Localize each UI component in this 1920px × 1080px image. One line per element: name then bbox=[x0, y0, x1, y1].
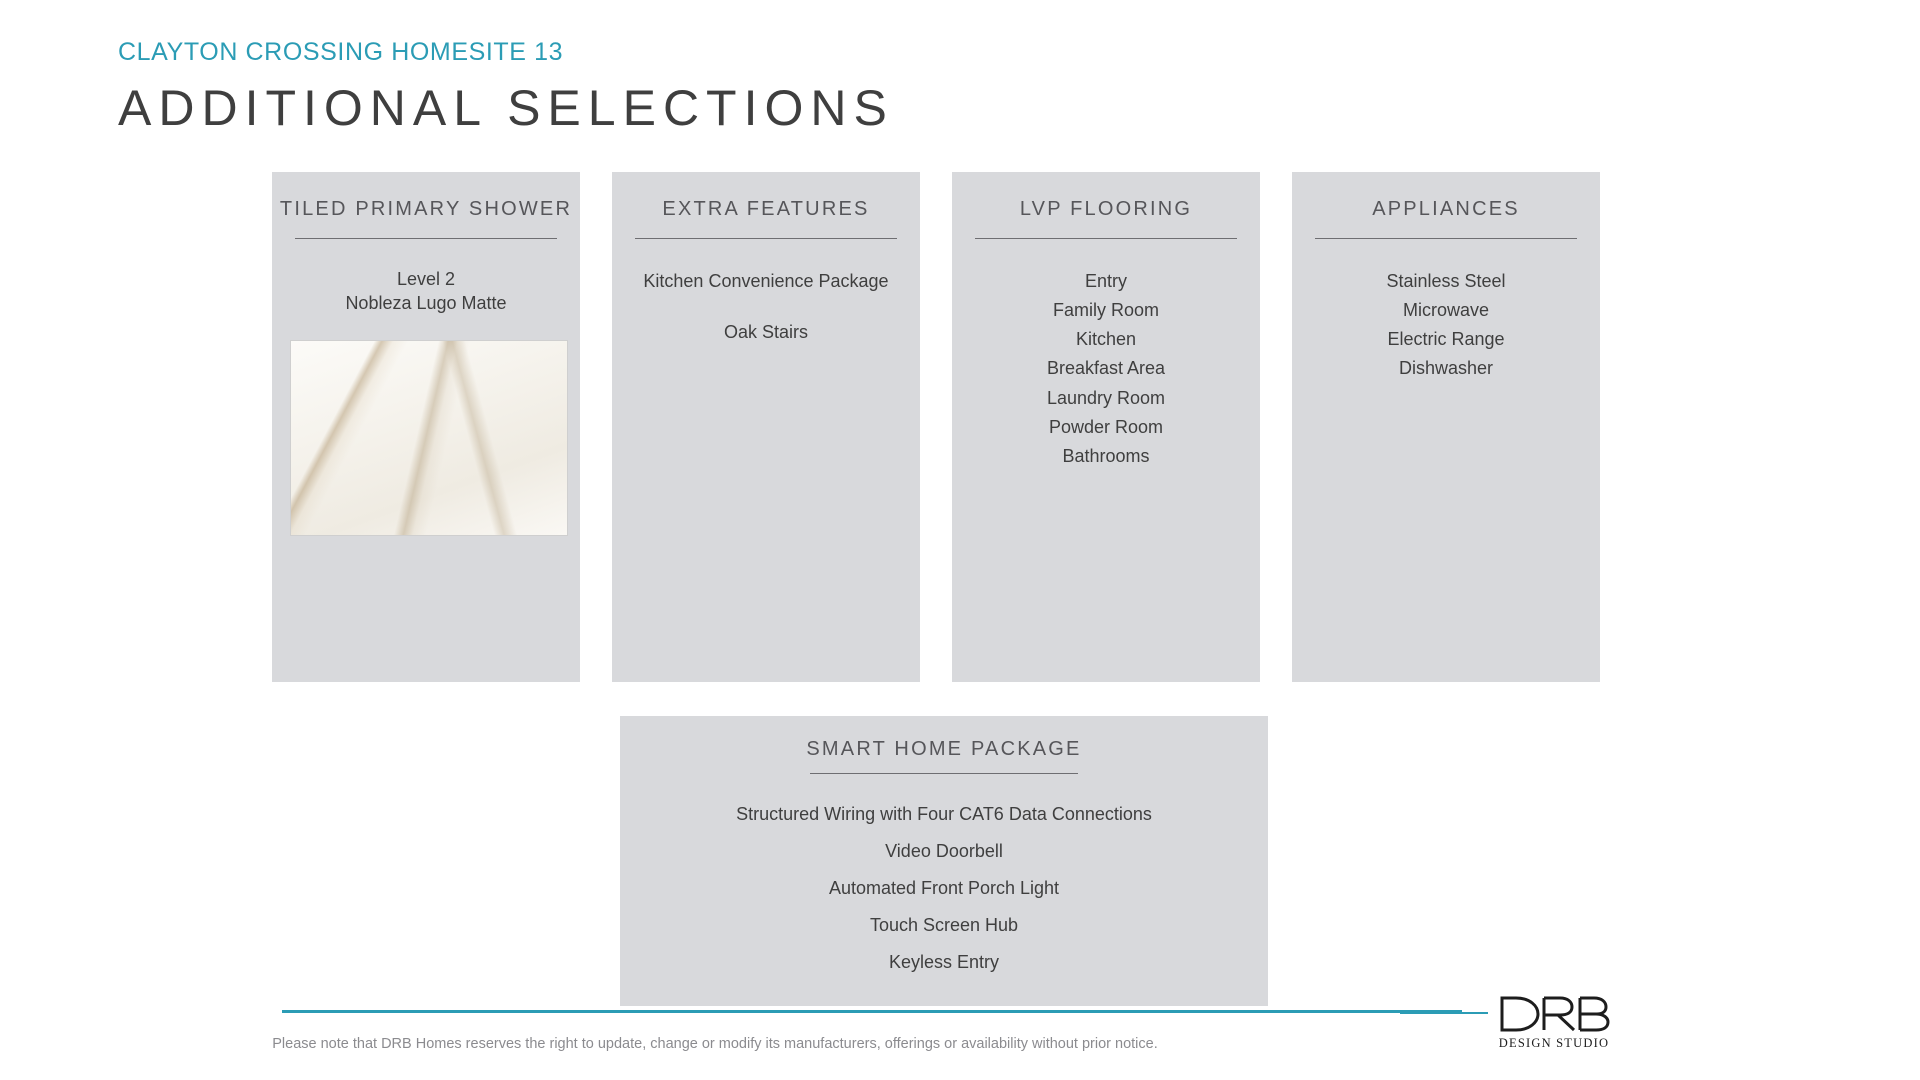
footer-divider-accent bbox=[1400, 1012, 1488, 1014]
card-divider bbox=[975, 238, 1237, 239]
card-body bbox=[1310, 267, 1582, 384]
card-body bbox=[290, 267, 562, 536]
card-line: Nobleza Lugo Matte bbox=[345, 293, 507, 314]
card-line: Keyless Entry bbox=[888, 951, 1000, 972]
card-divider bbox=[635, 238, 897, 239]
card-line: Breakfast Area bbox=[1046, 358, 1166, 379]
card-smart-home-package bbox=[620, 716, 1268, 1006]
card-line: Microwave bbox=[1402, 300, 1490, 321]
card-line: Level 2 bbox=[396, 269, 456, 289]
card-title: TILED PRIMARY SHOWER bbox=[279, 198, 573, 220]
card-line: Oak Stairs bbox=[723, 322, 809, 343]
card-body bbox=[640, 796, 1248, 980]
card-title: APPLIANCES bbox=[1372, 198, 1520, 220]
card-line: Structured Wiring with Four CAT6 Data Connections bbox=[736, 804, 1152, 824]
card-line: Stainless Steel bbox=[1386, 271, 1506, 291]
card-line: Touch Screen Hub bbox=[869, 914, 1019, 935]
card-body bbox=[970, 267, 1242, 471]
page-title: ADDITIONAL SELECTIONS bbox=[118, 80, 894, 136]
drb-design-studio-logo bbox=[1494, 994, 1614, 1051]
card-extra-features bbox=[612, 172, 920, 682]
card-line: Family Room bbox=[1052, 300, 1159, 321]
logo-subtitle: DESIGN STUDIO bbox=[1498, 1036, 1610, 1050]
card-divider bbox=[1315, 238, 1577, 239]
card-title: SMART HOME PACKAGE bbox=[806, 738, 1082, 760]
card-title: EXTRA FEATURES bbox=[662, 198, 870, 220]
drb-logo-icon bbox=[1494, 994, 1614, 1034]
card-line: Electric Range bbox=[1387, 329, 1505, 350]
card-line: Automated Front Porch Light bbox=[828, 877, 1060, 898]
card-title: LVP FLOORING bbox=[1019, 198, 1193, 220]
card-line: Video Doorbell bbox=[885, 840, 1003, 861]
footer-divider bbox=[282, 1010, 1462, 1013]
card-line: Dishwasher bbox=[1398, 358, 1494, 379]
marble-tile-swatch bbox=[290, 340, 568, 536]
card-body bbox=[630, 267, 902, 347]
card-line: Entry bbox=[1084, 271, 1127, 291]
footer-disclaimer: Please note that DRB Homes reserves the right to update, change or modify its manufacturers, offerings or availability without prior notice. bbox=[272, 1036, 1158, 1052]
card-line: Kitchen Convenience Package bbox=[643, 271, 889, 291]
card-divider bbox=[295, 238, 557, 239]
page-header bbox=[118, 38, 894, 137]
card-line: Laundry Room bbox=[1046, 387, 1166, 408]
card-tiled-primary-shower bbox=[272, 172, 580, 682]
card-line: Bathrooms bbox=[1062, 445, 1150, 466]
selection-cards-row bbox=[272, 172, 1600, 682]
card-lvp-flooring bbox=[952, 172, 1260, 682]
card-line: Powder Room bbox=[1048, 416, 1164, 437]
card-divider bbox=[810, 773, 1078, 774]
community-homesite-label: CLAYTON CROSSING HOMESITE 13 bbox=[118, 38, 564, 66]
card-appliances bbox=[1292, 172, 1600, 682]
card-line: Kitchen bbox=[1075, 329, 1137, 350]
